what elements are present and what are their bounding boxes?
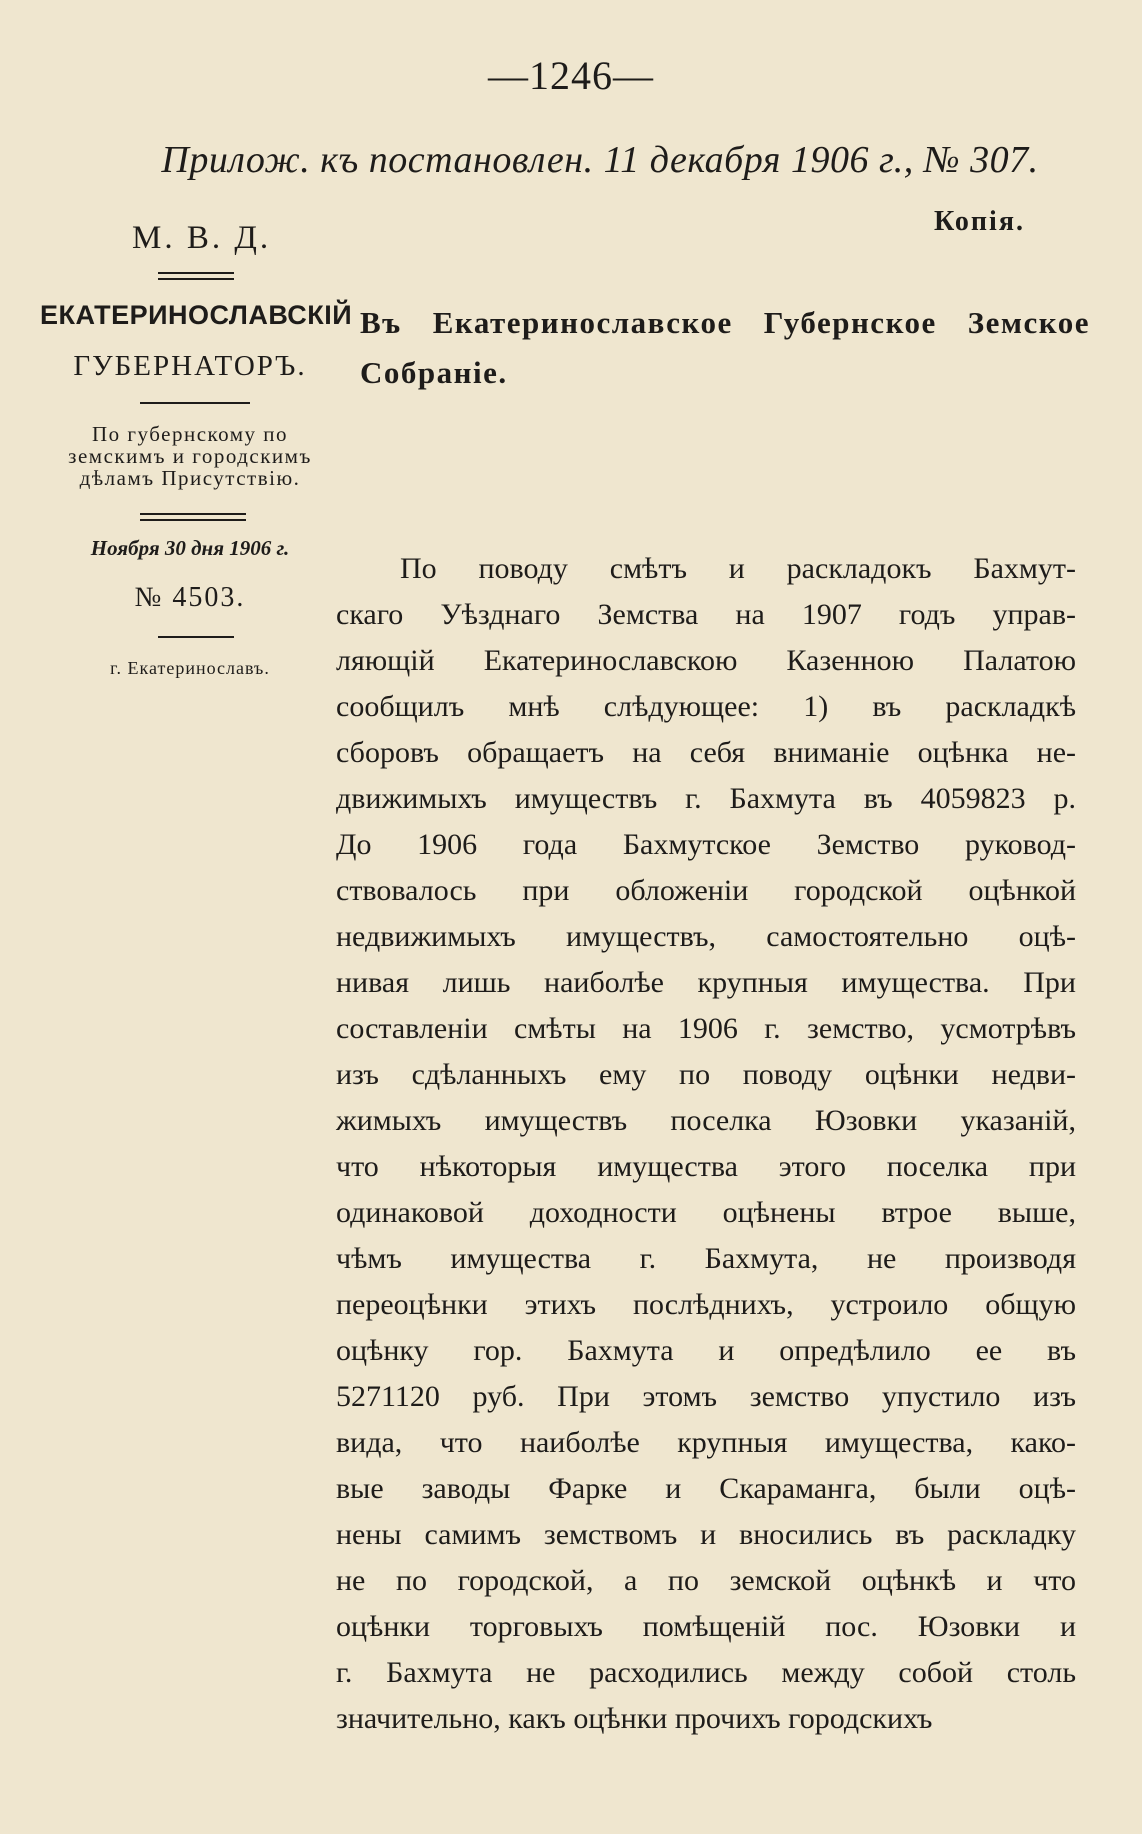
- presence-line: По губернскому по: [91, 422, 289, 446]
- body-line: сообщилъ мнѣ слѣдующее: 1) въ раскладкѣ: [336, 690, 1076, 723]
- body-line: что нѣкоторыя имущества этого поселка при: [336, 1150, 1076, 1183]
- body-line: 5271120 руб. При этомъ земство упустило изъ: [336, 1380, 1076, 1413]
- body-line: значительно, какъ оцѣнки прочихъ городскихъ: [336, 1702, 933, 1735]
- body-line: По поводу смѣтъ и раскладокъ Бахмут-: [400, 552, 1076, 585]
- outgoing-date: Ноября 30 дня 1906 г.: [90, 536, 290, 560]
- presence-line: земскимъ и городскимъ: [68, 444, 312, 468]
- body-line: движимыхъ имуществъ г. Бахмута въ 4059823 р.: [336, 782, 1076, 815]
- addressee: Въ Екатеринославское Губернское Земское Собраніе.: [360, 305, 1090, 390]
- governor-title-line2: ГУБЕРНАТОРЪ.: [73, 350, 307, 382]
- body-line: ляющій Екатеринославскою Казенною Палатою: [336, 644, 1076, 677]
- body-line: не по городской, а по земской оцѣнкѣ и что: [336, 1564, 1076, 1597]
- outgoing-number: № 4503.: [134, 582, 246, 613]
- divider: [158, 272, 234, 280]
- body-line: оцѣнку гор. Бахмута и опредѣлило ее въ: [336, 1334, 1076, 1367]
- body-line: переоцѣнки этихъ послѣднихъ, устроило общую: [336, 1288, 1076, 1321]
- body-line: сборовъ обращаетъ на себя вниманіе оцѣнка не-: [336, 736, 1076, 769]
- ministry-abbreviation: М. В. Д.: [132, 220, 272, 256]
- presence-block: [40, 423, 340, 489]
- body-line: г. Бахмута не расходились между собой столь: [336, 1656, 1076, 1689]
- governor-title-line1: ЕКАТЕРИНОСЛАВСКІЙ: [40, 300, 353, 330]
- presence-line: дѣламъ Присутствію.: [79, 466, 301, 490]
- body-line: ствовалось при обложеніи городской оцѣнкой: [336, 874, 1076, 907]
- divider: [140, 402, 250, 404]
- letter-body: [336, 546, 1076, 1742]
- page-number: —1246—: [488, 53, 654, 98]
- body-line: оцѣнки торговыхъ помѣщеній пос. Юзовки и: [336, 1610, 1076, 1643]
- body-line: одинаковой доходности оцѣнены втрое выше,: [336, 1196, 1076, 1229]
- appendix-reference: Прилож. къ постановлен. 11 декабря 1906 г., № 307.: [161, 139, 1039, 181]
- body-line: вида, что наиболѣе крупныя имущества, како-: [336, 1426, 1076, 1459]
- copy-label: Копія.: [934, 206, 1025, 237]
- body-line: До 1906 года Бахмутское Земство руковод-: [336, 828, 1076, 861]
- body-line: составленіи смѣты на 1906 г. земство, усмотрѣвъ: [336, 1012, 1076, 1045]
- body-line: изъ сдѣланныхъ ему по поводу оцѣнки недви-: [336, 1058, 1076, 1091]
- divider: [158, 636, 234, 638]
- body-line: вые заводы Фарке и Скараманга, были оцѣ-: [336, 1472, 1076, 1505]
- body-line: жимыхъ имуществъ поселка Юзовки указаній,: [336, 1104, 1076, 1137]
- body-line: нивая лишь наиболѣе крупныя имущества. При: [336, 966, 1076, 999]
- body-line: недвижимыхъ имуществъ, самостоятельно оцѣ-: [336, 920, 1076, 953]
- city-name: г. Екатеринославъ.: [110, 658, 270, 678]
- body-line: нены самимъ земствомъ и вносились въ раскладку: [336, 1518, 1076, 1551]
- body-line: чѣмъ имущества г. Бахмута, не производя: [336, 1242, 1076, 1275]
- body-line: скаго Уѣзднаго Земства на 1907 годъ управ-: [336, 598, 1076, 631]
- divider: [140, 513, 246, 521]
